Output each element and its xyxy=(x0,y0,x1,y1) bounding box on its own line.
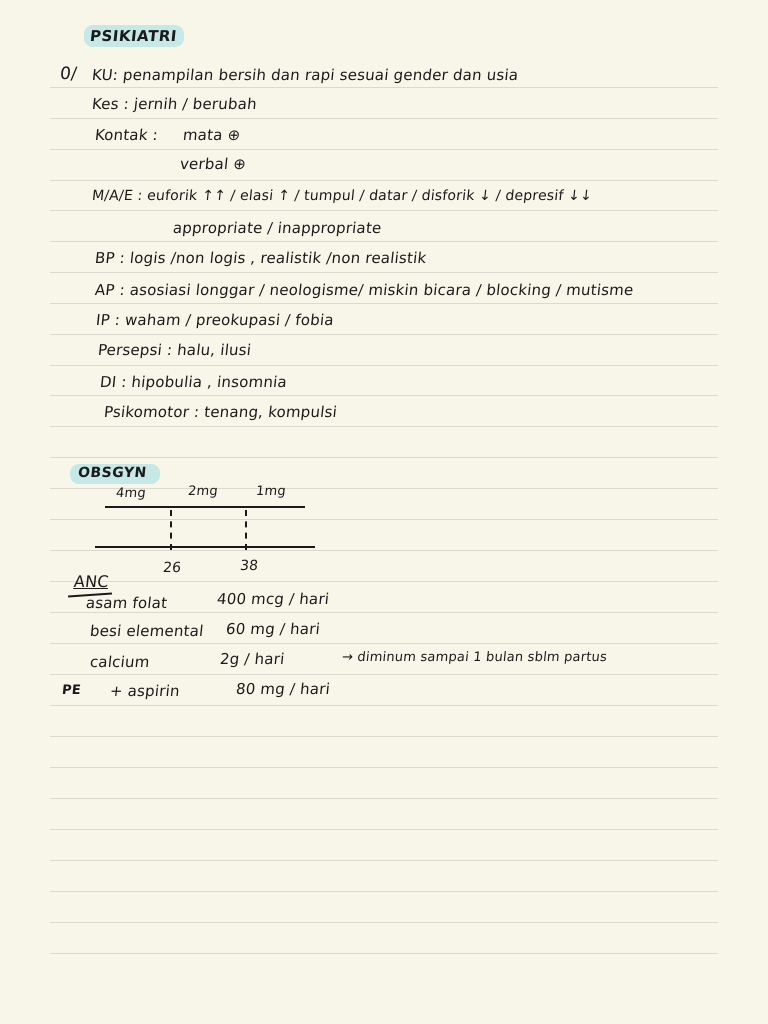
anc-label: ANC xyxy=(73,572,110,591)
ruled-line xyxy=(50,241,718,242)
ruled-line xyxy=(50,149,718,150)
line-di: DI : hipobulia , insomnia xyxy=(99,373,288,391)
ruled-line xyxy=(50,860,718,861)
ruled-line xyxy=(50,829,718,830)
section-title-psikiatri: PSIKIATRI xyxy=(89,27,178,45)
anc-note: → diminum sampai 1 bulan sblm partus xyxy=(341,650,608,665)
line-kes: Kes : jernih / berubah xyxy=(91,95,258,113)
line-psikomotor: Psikomotor : tenang, kompulsi xyxy=(103,403,338,421)
dose-label: 4mg xyxy=(115,486,147,501)
line-mae: M/A/E : euforik ↑↑ / elasi ↑ / tumpul / datar / disforik ↓ / depresif ↓↓ xyxy=(91,188,593,204)
ruled-line xyxy=(50,674,718,675)
line-kontak-mata: mata ⊕ xyxy=(182,126,242,144)
dose-label: 1mg xyxy=(255,484,287,499)
week-marker xyxy=(245,510,247,550)
line-mae-2: appropriate / inappropriate xyxy=(172,219,383,237)
ku-prefix: 0/ xyxy=(58,64,79,84)
ruled-line xyxy=(50,736,718,737)
line-ap: AP : asosiasi longgar / neologisme/ miskin bicara / blocking / mutisme xyxy=(94,281,635,299)
ruled-line xyxy=(50,643,718,644)
anc-dose: 60 mg / hari xyxy=(225,620,321,638)
anc-dose: 2g / hari xyxy=(219,650,286,668)
line-kontak-verbal: verbal ⊕ xyxy=(179,155,248,173)
ruled-line xyxy=(50,581,718,582)
pe-prefix: PE xyxy=(61,683,82,698)
ruled-line xyxy=(50,519,718,520)
ruled-line xyxy=(50,550,718,551)
anc-item: calcium xyxy=(89,653,151,671)
line-bp: BP : logis /non logis , realistik /non realistik xyxy=(94,249,428,267)
week-marker xyxy=(170,510,172,550)
ruled-line xyxy=(50,488,718,489)
line-persepsi: Persepsi : halu, ilusi xyxy=(97,341,253,359)
anc-item: besi elemental xyxy=(89,622,205,640)
week-axis xyxy=(95,546,315,548)
anc-item: asam folat xyxy=(85,594,169,612)
anc-dose: 400 mcg / hari xyxy=(216,590,331,608)
line-ip: IP : waham / preokupasi / fobia xyxy=(95,311,335,329)
ruled-line xyxy=(50,365,718,366)
ruled-line xyxy=(50,87,718,88)
ruled-line xyxy=(50,922,718,923)
ruled-line xyxy=(50,953,718,954)
week-label: 38 xyxy=(239,558,260,574)
ruled-line xyxy=(50,118,718,119)
ruled-line xyxy=(50,798,718,799)
ruled-line xyxy=(50,303,718,304)
week-label: 26 xyxy=(162,560,183,576)
pe-dose: 80 mg / hari xyxy=(235,680,331,698)
ruled-line xyxy=(50,180,718,181)
line-kontak-label: Kontak : xyxy=(94,126,159,144)
ruled-line xyxy=(50,767,718,768)
ruled-line xyxy=(50,272,718,273)
ruled-line xyxy=(50,334,718,335)
ruled-line xyxy=(50,612,718,613)
ruled-line xyxy=(50,891,718,892)
ruled-line xyxy=(50,705,718,706)
section-title-obsgyn: OBSGYN xyxy=(77,465,148,481)
pe-item: + aspirin xyxy=(109,682,181,700)
ruled-line xyxy=(50,457,718,458)
ruled-line xyxy=(50,210,718,211)
dose-line xyxy=(105,506,305,508)
ruled-line xyxy=(50,426,718,427)
dose-label: 2mg xyxy=(187,484,219,499)
line-ku: KU: penampilan bersih dan rapi sesuai gender dan usia xyxy=(91,66,520,84)
ruled-line xyxy=(50,395,718,396)
